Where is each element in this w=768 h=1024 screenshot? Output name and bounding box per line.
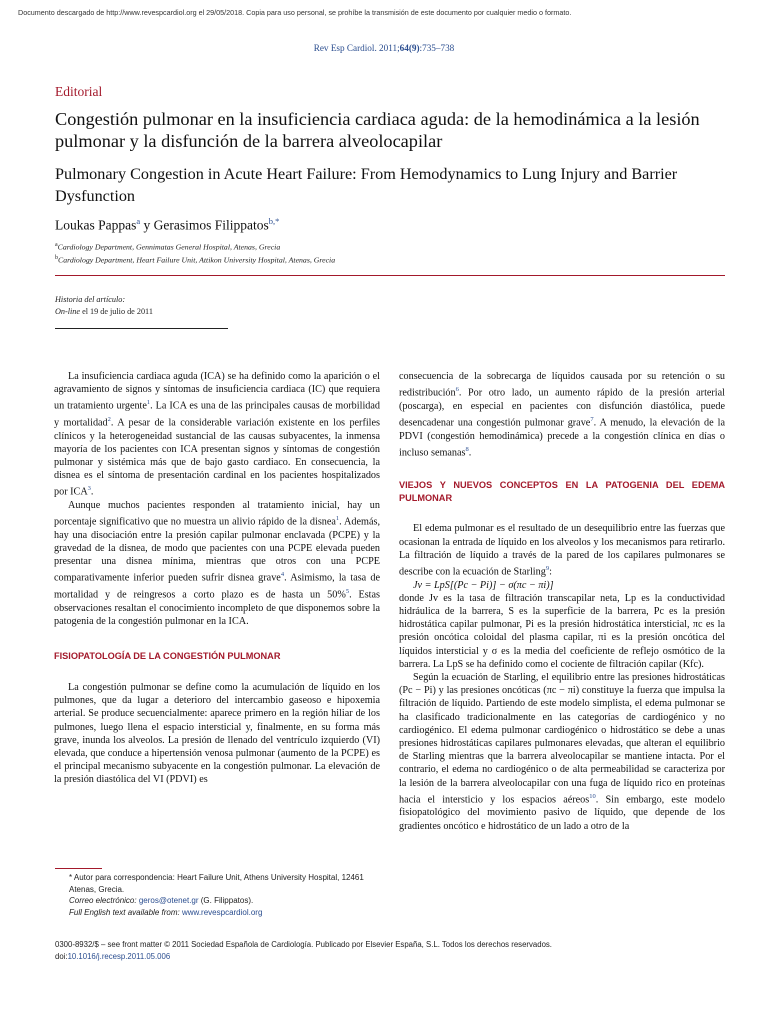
history-divider — [55, 328, 228, 329]
section-heading: FISIOPATOLOGÍA DE LA CONGESTIÓN PULMONAR — [54, 651, 281, 661]
left-column — [54, 370, 380, 787]
paragraph: Según la ecuación de Starling, el equilibrio entre las presiones hidrostáticas (Pc − Pi) y las presiones oncóticas (πc − πi) constituye la fuerza que impulsa la filtración de líquido. Partiendo de este modelo simplista, el edema pulmonar se ha clasificado tradicionalmente en las categorías de cardiogénico y no cardiogénico. El edema pulmonar cardiogénico o hidrostático se debe a unas presiones hidrostáticas capilares pulmonares elevadas, que alteran el equilibrio de Starling mientras que la barrera alveolocapilar se mantiene intacta. Por el contrario, el edema no cardiogénico o de alta permeabilidad se caracteriza por la lesión de la barrera alveolocapilar con una fuga de líquido rico en proteínas hacia el intersticio y los espacios aéreos$^{10}$. Sin embargo, este modelo fisiopatológico del movimiento pasivo de líquido, que depende de los gradientes oncótico e hidrostático de un lado a otro de la — [399, 672, 725, 832]
reference-link[interactable]: 1 — [146, 399, 151, 407]
online-date: el 19 de julio de 2011 — [80, 307, 153, 316]
full-text-link[interactable]: www.revespcardiol.org — [181, 907, 263, 917]
section-heading: VIEJOS Y NUEVOS CONCEPTOS EN LA PATOGENIA DEL EDEMA PULMONAR — [399, 480, 725, 504]
full-text-label: Full English text available from: — [69, 907, 182, 917]
journal-pages: :735–738 — [419, 43, 455, 53]
affiliations — [55, 240, 735, 265]
download-notice: Documento descargado de http://www.revespcardiol.org el 29/05/2018. Copia para uso personal, se prohíbe la transmisión de este documento por cualquier medio o formato. — [18, 8, 572, 17]
starling-equation: Jv = LpS[(Pc − Pi)] − σ(πc − πi)] — [413, 579, 554, 591]
full-text-line — [55, 907, 385, 919]
reference-link[interactable]: 10 — [589, 792, 596, 800]
copyright-line: 0300-8932/$ – see front matter © 2011 Sociedad Española de Cardiología. Publicado por Elsevier España, S.L. Todos los derechos reservados. — [55, 940, 552, 949]
right-column — [399, 370, 725, 833]
author-1: Loukas Pappas — [55, 217, 137, 233]
paragraph: Aunque muchos pacientes responden al tratamiento inicial, hay un porcentaje significativo que no muestra un alivio rápido de la disnea$^1$. Además, hay una disociación entre la presión capilar pulmonar enclavada (PCPE) y la gravedad de la disnea, de modo que pacientes con una PCPE elevada pueden presentar una disnea mínima, mientras que otros con una PCPE comparativamente inferior pueden sufrir disnea grave$^4$. Asimismo, la tasa de mortalidad y de reingresos a corto plazo es de hasta un 50%$^5$. Estas observaciones resaltan el conocimiento incompleto de que disponemos sobre la patogenia de la congestión pulmonar en la ICA. — [54, 500, 380, 627]
doi-label: doi: — [55, 951, 68, 961]
page-footer — [55, 939, 755, 962]
header-divider — [55, 275, 725, 276]
section-label: Editorial — [55, 84, 103, 99]
doi-line — [55, 951, 755, 963]
article-history — [55, 294, 153, 318]
reference-link[interactable]: 1 — [335, 515, 340, 523]
email-line — [55, 895, 385, 907]
reference-link[interactable]: 9 — [545, 565, 550, 572]
author-separator: y — [140, 217, 154, 233]
journal-citation[interactable] — [0, 43, 768, 53]
affiliation-a-marker: a — [55, 242, 58, 248]
footnote — [55, 872, 385, 918]
author-2: Gerasimos Filippatos — [153, 217, 269, 233]
history-label: Historia del artículo: — [55, 295, 126, 304]
affiliation-a-text: Cardiology Department, Gennimatas General Hospital, Atenas, Grecia — [57, 242, 281, 252]
reference-link[interactable]: 3 — [87, 485, 91, 493]
footnote-divider — [55, 868, 102, 869]
paragraph: donde Jv es la tasa de filtración transcapilar neta, Lp es la conductividad hidráulica de la barrera, S es la superficie de la barrera, Pc es la presión hidrostática capilar pulmonar, Pi es la presión hidrostática intersticial, πc es la presión oncótica coloidal del plasma capilar, πi es la presión oncótica del líquidos intersticial y σ es la media del coeficiente de reflejo osmótico de la barrera. La LpS se ha definido como el cociente de filtración capilar (Kfc). — [399, 592, 725, 670]
article-title-spanish: Congestión pulmonar en la insuficiencia cardiaca aguda: de la hemodinámica a la lesión pulmonar y la disfunción de la barrera alveolocapilar — [55, 109, 700, 151]
correspondence-note: * Autor para correspondencia: Heart Failure Unit, Athens University Hospital, 12461 Atenas, Grecia. — [69, 873, 364, 894]
reference-link[interactable]: 4 — [280, 571, 285, 579]
reference-link[interactable]: 8 — [465, 445, 469, 453]
author-1-affil[interactable]: a — [136, 216, 141, 226]
paragraph: La insuficiencia cardiaca aguda (ICA) se ha definido como la aparición o el agravamiento de signos y síntomas de insuficiencia cardiaca (IC) que requiera un tratamiento urgente$^1$. La ICA es una de las principales causas de morbilidad y mortalidad$^2$. A pesar de la considerable variación existente en los perfiles clínicos y la heterogeneidad sustancial de las causas subyacentes, la inmensa mayoría de los pacientes con ICA presentan signos y síntomas de congestión pulmonar y sistémica más que de bajo gasto cardiaco. En consecuencia, la disnea es el síntoma de presentación cardinal en los pacientes hospitalizados por ICA$^3$. — [54, 371, 380, 498]
reference-link[interactable]: 6 — [455, 386, 459, 394]
journal-volume: 64(9) — [399, 43, 420, 53]
reference-link[interactable]: 7 — [590, 416, 594, 423]
reference-link[interactable]: 2 — [107, 416, 111, 423]
affiliation-b-text: Cardiology Department, Heart Failure Unit, Attikon University Hospital, Atenas, Grecia — [58, 255, 336, 265]
affiliation-a — [55, 240, 735, 253]
email-owner: (G. Filippatos). — [198, 896, 254, 905]
paragraph: La congestión pulmonar se define como la acumulación de líquido en los pulmones, que da lugar a deterioro del intercambio gaseoso e hipoxemia arterial. Se produce secuencialmente: aparece primero en la región hiliar de los pulmones, luego llena el espacio intersticial y, finalmente, en su forma más grave, inunda los alveolos. La presión de llenado del ventrículo izquierdo (VI) elevada, que conduce a hipertensión venosa pulmonar (aumento de la PCPE) es el principal mecanismo subyacente en la congestión pulmonar. La elevación de la presión diastólica del VI (PDVI) es — [54, 682, 380, 786]
affiliation-b-marker: b — [55, 254, 58, 261]
email-label: Correo electrónico: — [69, 896, 139, 905]
email-link[interactable]: geros@otenet.gr — [138, 896, 199, 905]
journal-name: Rev Esp Cardiol. 2011; — [313, 43, 400, 53]
online-label: On-line — [55, 307, 81, 316]
paragraph: El edema pulmonar es el resultado de un desequilibrio entre las fuerzas que ocasionan la entrada de líquido en los alveolos y los mecanismos para retirarlo. La filtración de líquido a través de la pared de los capilares pulmonares se describe con la ecuación de Starling$^9$: — [399, 523, 725, 578]
reference-link[interactable]: 5 — [345, 588, 350, 595]
authors — [55, 216, 279, 234]
author-2-affil[interactable]: b,* — [268, 216, 280, 226]
paragraph: consecuencia de la sobrecarga de líquidos causada por su retención o su redistribución$^6$. Por otro lado, un aumento rápido de la presión arterial (poscarga), en especial en pacientes con disfunción diastólica, puede desencadenar una congestión pulmonar grave$^7$. A menudo, la elevación de la PDVI (congestión hemodinámica) precede a la congestión clínica en días o incluso semanas$^8$. — [399, 371, 725, 459]
article-title-english: Pulmonary Congestion in Acute Heart Failure: From Hemodynamics to Lung Injury and Barrier Dysfunction — [55, 165, 678, 205]
doi-link[interactable]: 10.1016/j.recesp.2011.05.006 — [67, 951, 171, 961]
affiliation-b — [55, 253, 735, 266]
